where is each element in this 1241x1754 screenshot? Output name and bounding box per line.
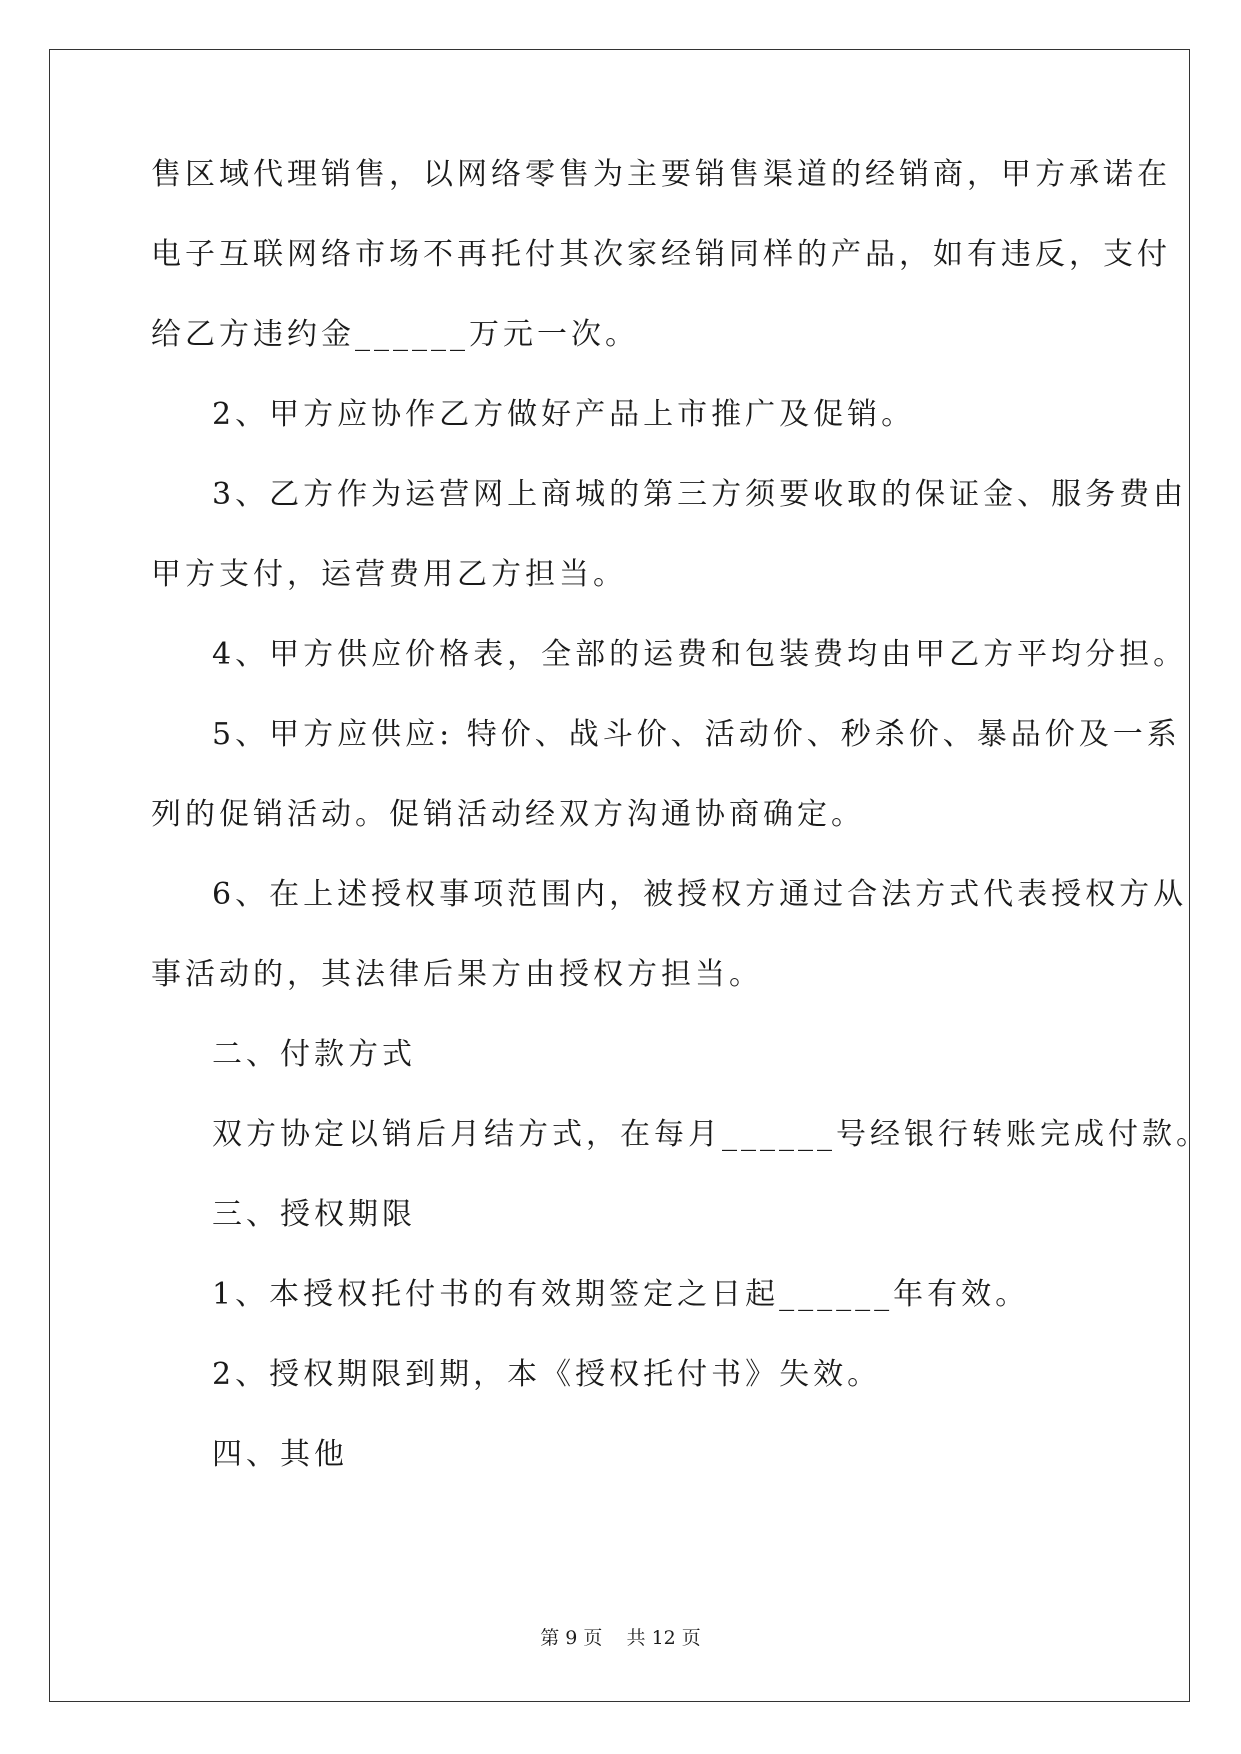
text-line: 电子互联网络市场不再托付其次家经销同样的产品，如有违反，支付 (151, 237, 1171, 272)
text-line: 3、乙方作为运营网上商城的第三方须要收取的保证金、服务费由 (212, 477, 1188, 512)
text-line: 1、本授权托付书的有效期签定之日起______年有效。 (212, 1277, 1030, 1312)
text-line: 事活动的，其法律后果方由授权方担当。 (151, 957, 763, 992)
text-line: 4、甲方供应价格表，全部的运费和包装费均由甲乙方平均分担。 (212, 637, 1188, 672)
section-heading: 二、付款方式 (212, 1037, 416, 1072)
text-line: 甲方支付，运营费用乙方担当。 (151, 557, 627, 592)
text-line: 列的促销活动。促销活动经双方沟通协商确定。 (151, 797, 865, 832)
text-line: 给乙方违约金______万元一次。 (151, 317, 639, 352)
text-line: 2、甲方应协作乙方做好产品上市推广及促销。 (212, 397, 916, 432)
page-number-footer: 第 9 页 共 12 页 (540, 1627, 701, 1649)
section-heading: 三、授权期限 (212, 1197, 416, 1232)
text-line: 售区域代理销售，以网络零售为主要销售渠道的经销商，甲方承诺在 (151, 157, 1171, 192)
text-line: 2、授权期限到期，本《授权托付书》失效。 (212, 1357, 882, 1392)
text-line: 6、在上述授权事项范围内，被授权方通过合法方式代表授权方从 (212, 877, 1188, 912)
text-line: 双方协定以销后月结方式，在每月______号经银行转账完成付款。 (212, 1117, 1210, 1152)
section-heading: 四、其他 (212, 1437, 348, 1472)
text-line: 5、甲方应供应: 特价、战斗价、活动价、秒杀价、暴品价及一系 (212, 717, 1181, 752)
